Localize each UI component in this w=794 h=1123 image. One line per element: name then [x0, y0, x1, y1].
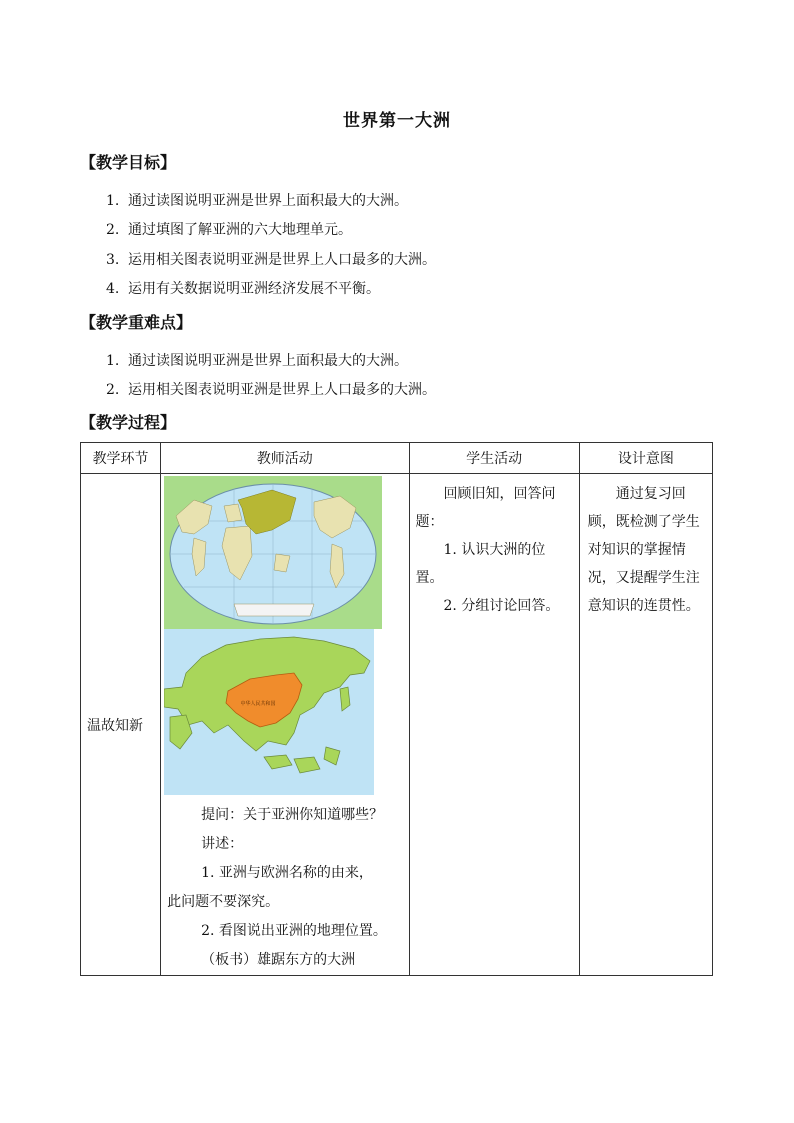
- item-number: 2.: [106, 222, 120, 238]
- column-header: 设计意图: [579, 443, 712, 474]
- keypoint-item: [106, 350, 408, 370]
- table-header-row: [81, 443, 713, 474]
- item-number: 2.: [106, 382, 120, 398]
- objectives-heading: 【教学目标】: [80, 153, 177, 172]
- item-number: 4.: [106, 281, 120, 297]
- keypoints-heading: 【教学重难点】: [80, 313, 193, 332]
- item-text: 通过读图说明亚洲是世界上面积最大的大洲。: [128, 353, 408, 369]
- student-item: 2. 分组讨论回答。: [443, 598, 560, 614]
- design-text: 通过复习回顾，既检测了学生对知识的掌握情况，又提醒学生注意知识的连贯性。: [587, 486, 700, 614]
- item-text: 运用相关图表说明亚洲是世界上人口最多的大洲。: [128, 252, 436, 268]
- teaching-process-table: [80, 442, 713, 976]
- student-activity-cell: [409, 474, 579, 976]
- item-text: 通过填图了解亚洲的六大地理单元。: [128, 222, 352, 238]
- item-number: 1.: [106, 193, 120, 209]
- china-label: 中华人民共和国: [240, 701, 276, 707]
- stage-cell: 温故知新: [81, 474, 161, 976]
- column-header: 教师活动: [161, 443, 409, 474]
- student-intro: 回顾旧知，回答问题：: [415, 486, 556, 530]
- process-heading: 【教学过程】: [80, 413, 177, 432]
- teacher-activity-cell: [161, 474, 409, 976]
- student-item: 1. 认识大洲的位置。: [415, 542, 546, 586]
- teacher-line: 提问：关于亚洲你知道哪些？: [201, 807, 384, 823]
- table-row: [81, 474, 713, 976]
- teacher-line: （板书）雄踞东方的大洲: [201, 952, 356, 968]
- objective-item: [106, 190, 408, 210]
- column-header: 教学环节: [81, 443, 161, 474]
- objective-item: [106, 249, 436, 269]
- item-number: 3.: [106, 252, 120, 268]
- item-text: 运用相关图表说明亚洲是世界上人口最多的大洲。: [128, 382, 436, 398]
- design-intent-cell: [579, 474, 712, 976]
- teacher-line: 2. 看图说出亚洲的地理位置。: [201, 923, 387, 939]
- teacher-line: 1. 亚洲与欧洲名称的由来，: [201, 865, 373, 881]
- item-text: 运用有关数据说明亚洲经济发展不平衡。: [128, 281, 380, 297]
- item-number: 1.: [106, 353, 120, 369]
- page-title: 世界第一大洲: [343, 111, 451, 131]
- column-header: 学生活动: [409, 443, 579, 474]
- teacher-line: 讲述：: [201, 836, 244, 852]
- objective-item: [106, 278, 380, 298]
- item-text: 通过读图说明亚洲是世界上面积最大的大洲。: [128, 193, 408, 209]
- keypoint-item: [106, 379, 436, 399]
- objective-item: [106, 219, 352, 239]
- teacher-line: 此问题不要深究。: [167, 894, 280, 910]
- world-map-image: [164, 476, 382, 629]
- asia-map-image: [164, 629, 374, 795]
